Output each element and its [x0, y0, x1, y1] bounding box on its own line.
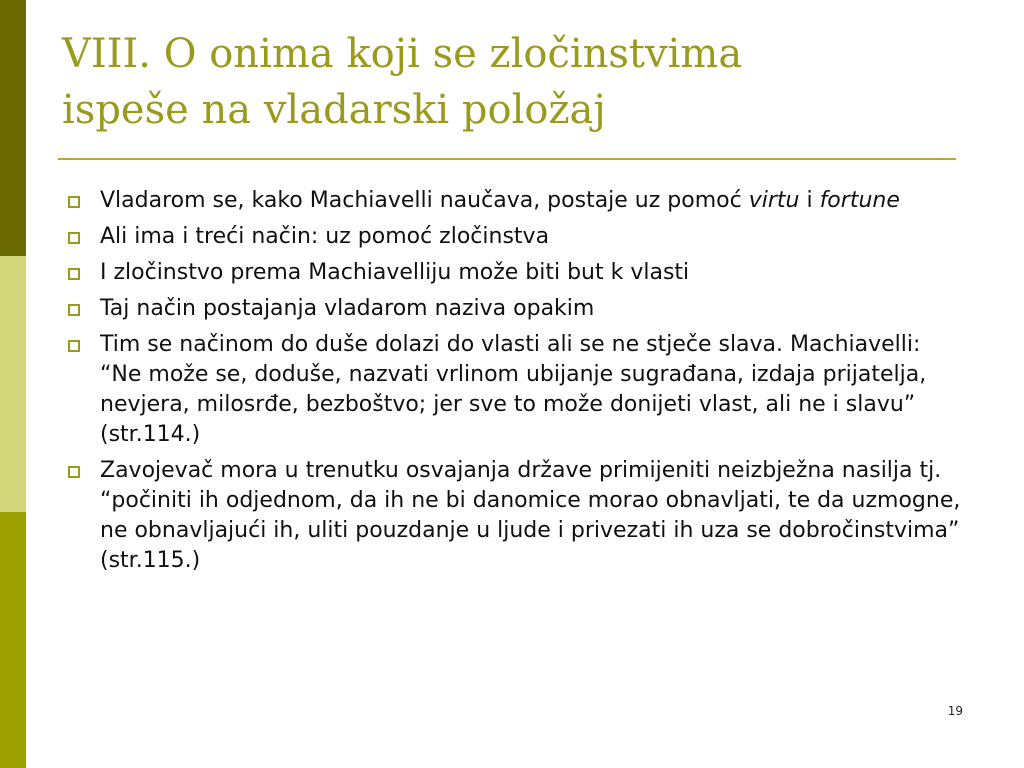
square-bullet-icon	[68, 268, 80, 280]
bullet-item-3	[62, 258, 967, 288]
bullet-text-join: i	[799, 188, 820, 213]
slide-title-line-2: ispeše na vladarski položaj	[62, 87, 606, 133]
square-bullet-icon	[68, 304, 80, 316]
bullet-text: Vladarom se, kako Machiavelli naučava, postaje uz pomoć	[100, 188, 749, 213]
bullet-italic-term: virtu	[748, 188, 800, 213]
bullet-item-1	[62, 186, 967, 216]
bullet-text: Zavojevač mora u trenutku osvajanja države primijeniti neizbježna nasilja tj. “počiniti ih odjednom, da ih ne bi danomice morao obnavljati, te da uzmogne, ne obnavljajući ih, uliti pouzdanje u ljude i privezati ih uza se dobročinstvima” (str.115.)	[100, 458, 961, 573]
square-bullet-icon	[68, 466, 80, 478]
slide-title	[62, 26, 962, 138]
title-divider	[58, 158, 956, 160]
bullet-item-5	[62, 330, 967, 450]
square-bullet-icon	[68, 232, 80, 244]
bullet-item-2	[62, 222, 967, 252]
bullet-text: Ali ima i treći način: uz pomoć zločinstva	[100, 224, 550, 249]
sidebar-band-top	[0, 0, 26, 256]
square-bullet-icon	[68, 340, 80, 352]
bullet-text: I zločinstvo prema Machiavelliju može biti but k vlasti	[100, 260, 690, 285]
sidebar-band-middle	[0, 256, 26, 512]
sidebar-band-bottom	[0, 512, 26, 768]
bullet-italic-term: fortune	[819, 188, 900, 213]
slide-title-line-1: VIII. O onima koji se zločinstvima	[62, 31, 743, 77]
bullet-list	[62, 186, 967, 582]
page-number: 19	[947, 704, 963, 718]
bullet-item-6	[62, 456, 967, 576]
square-bullet-icon	[68, 196, 80, 208]
bullet-text: Tim se načinom do duše dolazi do vlasti ali se ne stječe slava. Machiavelli: “Ne može se, doduše, nazvati vrlinom ubijanje sugrađana, izdaja prijatelja, nevjera, milosrđe, bezboštvo; jer sve to može donijeti vlast, ali ne i slavu” (str.114.)	[100, 332, 927, 447]
bullet-text: Taj način postajanja vladarom naziva opakim	[100, 296, 595, 321]
bullet-item-4	[62, 294, 967, 324]
